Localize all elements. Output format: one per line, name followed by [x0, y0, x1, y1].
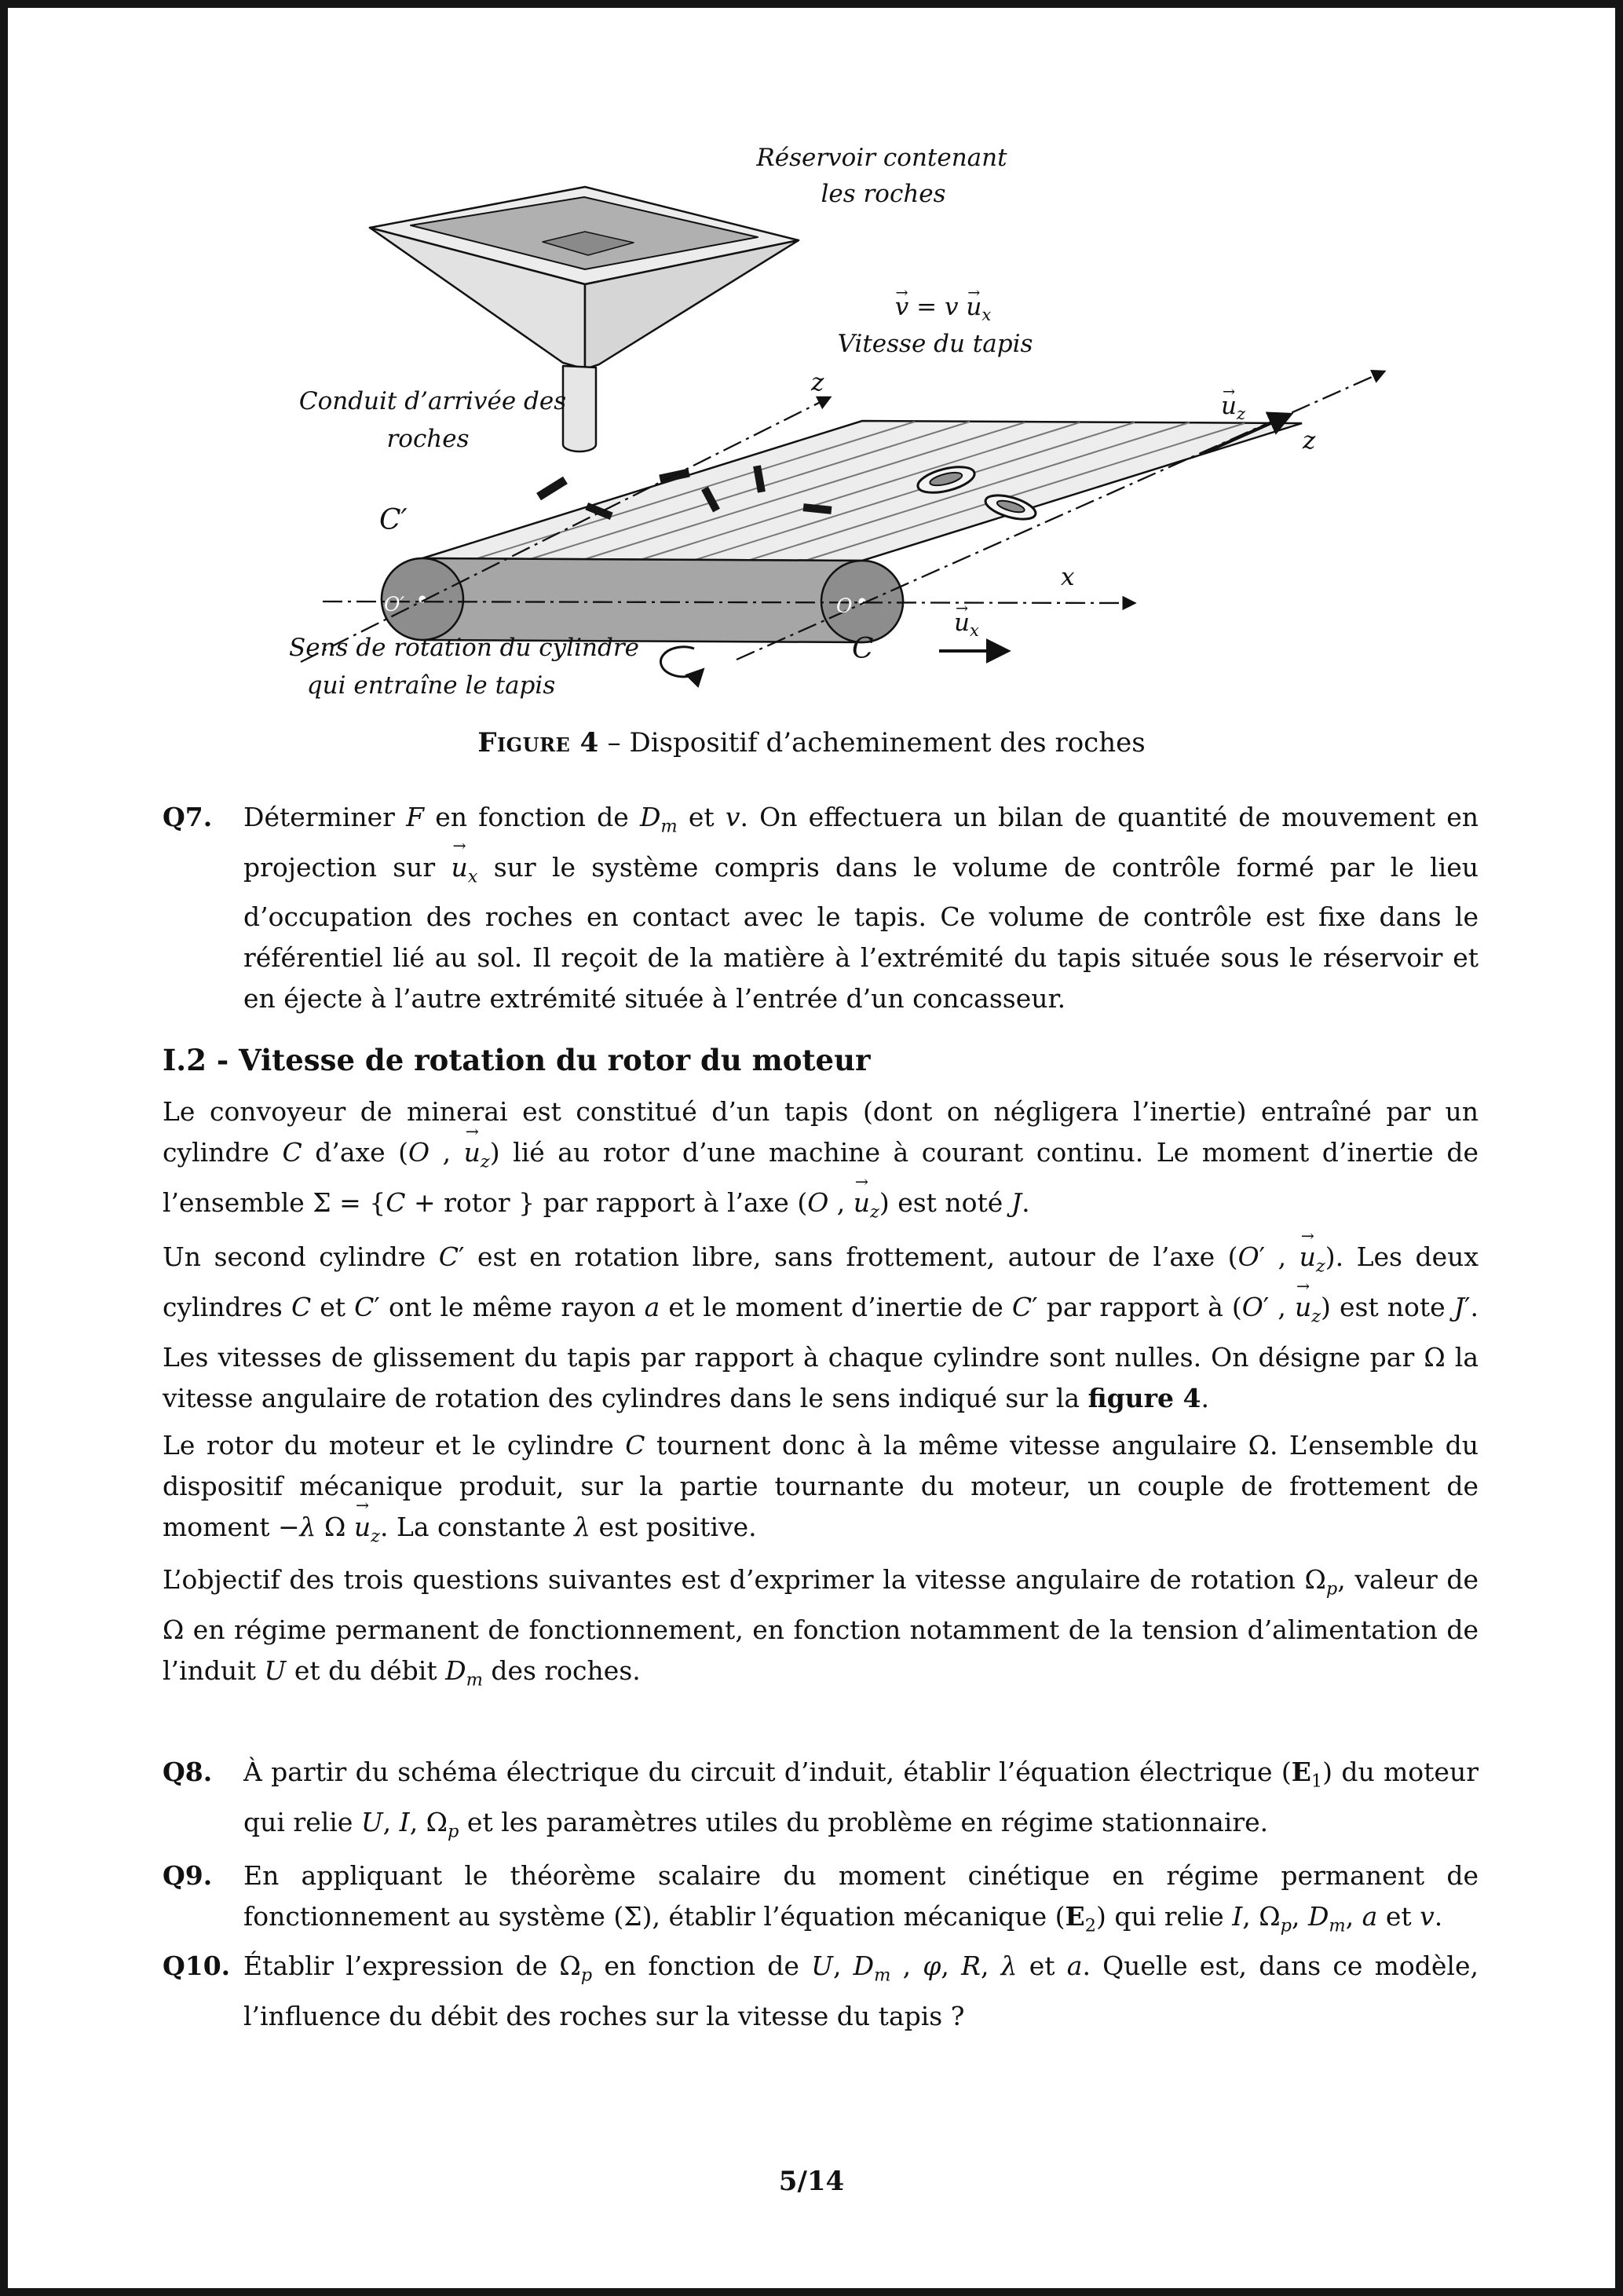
- label-x-axis: x: [1061, 563, 1075, 591]
- conduit-pipe: [563, 366, 596, 452]
- paragraph-4: L’objectif des trois questions suivantes est d’exprimer la vitesse angulaire de rotation $\Omega_p$, valeur de Ω en régime permanent de fonctionnement, en fonction notamment de la tension d’alimentation de l’induit U et du débit $D_m$ des roches.: [163, 1564, 1479, 1691]
- label-rotation-line1: Sens de rotation du cylindre: [289, 634, 639, 662]
- figure-caption-text: – Dispositif d’acheminement des roches: [607, 727, 1146, 759]
- label-belt-speed-caption: Vitesse du tapis: [837, 330, 1033, 358]
- label-origin-o-prime: O′: [384, 593, 405, 616]
- question-q7-label: Q7.: [163, 802, 213, 832]
- section-heading-i2: I.2 - Vitesse de rotation du rotor du moteur: [163, 1043, 871, 1078]
- label-belt-speed-equation: v → = v $u \to_x$: [895, 294, 991, 324]
- label-ux-vector: $u \to_x$: [954, 609, 979, 640]
- page-content: [163, 797, 1479, 2037]
- figure-4: [230, 140, 1408, 752]
- question-q9-label: Q9.: [163, 1859, 213, 1891]
- label-origin-o: O: [836, 594, 853, 617]
- label-z-axis-right: z: [1303, 426, 1316, 455]
- rotation-arrow: [661, 647, 703, 677]
- figure-caption-label: Figure 4: [477, 727, 599, 759]
- question-q8-label: Q8.: [163, 1757, 213, 1788]
- paragraph-3: Le rotor du moteur et le cylindre C tournent donc à la même vitesse angulaire Ω. L’ensemble du dispositif mécanique produit, sur la partie tournante du moteur, un couple de frottement de moment −λ Ω $u \to_z$. La constante λ est positive.: [163, 1425, 1479, 1557]
- label-uz-vector: $u \to_z$: [1221, 393, 1245, 423]
- question-q10-text: Établir l’expression de $\Omega_p$ en fonction de U, $D_m$ , φ, R, λ et a. Quelle est, dans ce modèle, l’influence du débit des roches sur la vitesse du tapis ?: [243, 1951, 1479, 2031]
- paragraph-1: Le convoyeur de minerai est constitué d’un tapis (dont on négligera l’inertie) entraîné par un cylindre C d’axe (O , $u \to_z$) lié au rotor d’une machine à courant continu. Le moment d’inertie de l’ensemble Σ = {C + rotor } par rapport à l’axe (O , $u \to_z$) est noté J.: [163, 1091, 1479, 1232]
- page-number: 5/14: [778, 2166, 845, 2197]
- label-z-axis-left: z: [811, 368, 824, 397]
- label-cylinder-c: C: [852, 633, 874, 665]
- label-rotation-line2: qui entraîne le tapis: [306, 671, 556, 700]
- question-q9-text: En appliquant le théorème scalaire du moment cinétique en régime permanent de fonctionnement au système (Σ), établir l’équation mécanique $(E_2)$ qui relie I, $\Omega_p$, $D_m$, a et v.: [243, 1859, 1479, 1936]
- question-q7-text: Déterminer F en fonction de $D_m$ et v. On effectuera un bilan de quantité de mouvement en projection sur $u \to_x$ sur le système compris dans le volume de contrôle formé par le lieu d’occupation des roches en contact avec le tapis. Ce volume de contrôle est fixe dans le référentiel lié au sol. Il reçoit de la matière à l’extrémité du tapis située sous le réservoir et en éjecte à l’autre extrémité située à l’entrée d’un concasseur.: [243, 797, 1479, 1019]
- question-q8-text: À partir du schéma électrique du circuit d’induit, établir l’équation électrique $(E_1)$ du moteur qui relie U, I, $\Omega_p$ et les paramètres utiles du problème en régime stationnaire.: [243, 1757, 1479, 1842]
- question-q10-label: Q10.: [163, 1951, 231, 1982]
- question-q8: [163, 1752, 1479, 1852]
- label-reservoir-line1: Réservoir contenant: [756, 144, 1007, 172]
- paragraph-2: Un second cylindre C′ est en rotation libre, sans frottement, autour de l’axe (O′ , $u \to_z$). Les deux cylindres C et C′ ont le même rayon a et le moment d’inertie de C′ par rapport à (O′ , $u \to_z$) est note J′. Les vitesses de glissement du tapis par rapport à chaque cylindre sont nulles. On désigne par Ω la vitesse angulaire de rotation des cylindres dans le sens indiqué sur la figure 4.: [163, 1237, 1479, 1418]
- label-reservoir-line2: les roches: [821, 180, 946, 208]
- question-q9: [163, 1855, 1479, 1947]
- label-conduit-line1: Conduit d’arrivée des: [298, 387, 567, 415]
- figure-caption: [8, 727, 1615, 759]
- label-conduit-line2: roches: [386, 425, 470, 453]
- question-q7: [163, 797, 1479, 1019]
- label-cylinder-c-prime: C′: [379, 504, 408, 536]
- question-q10: [163, 1946, 1479, 2037]
